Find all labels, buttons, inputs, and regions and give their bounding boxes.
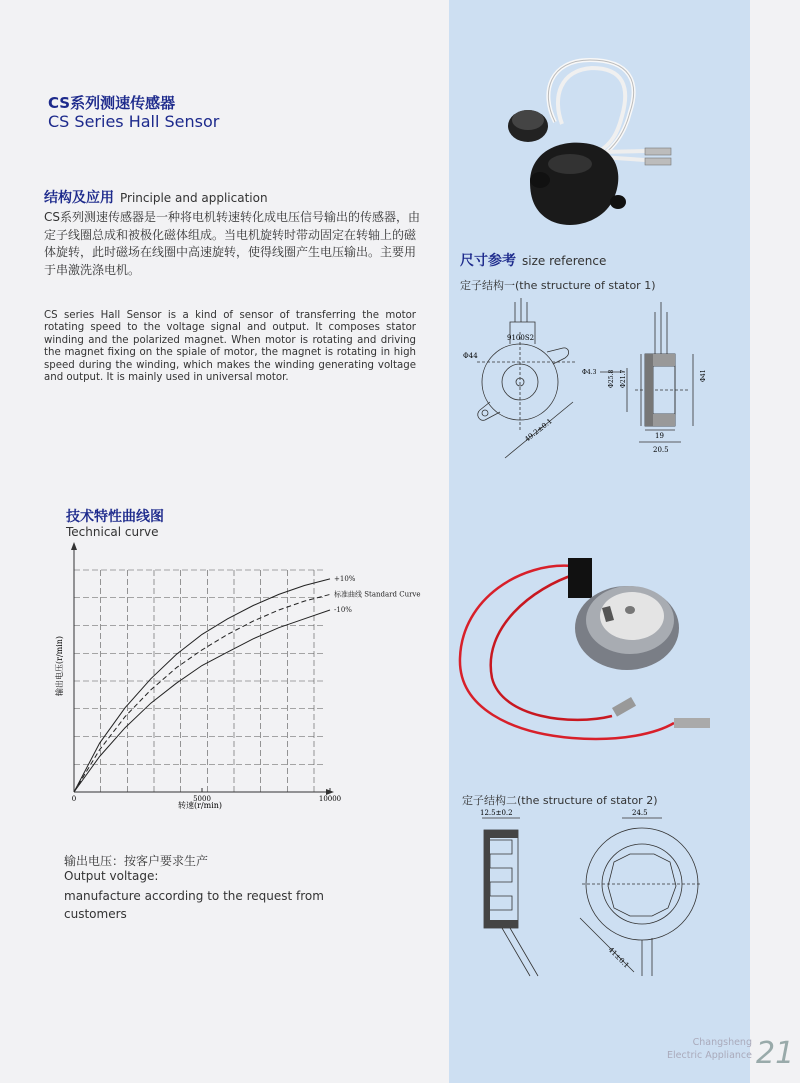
output-cn: 输出电压：按客户要求生产 xyxy=(64,854,209,868)
series-line-2 xyxy=(74,610,330,792)
stator2-label: 定子结构二(the structure of stator 2) xyxy=(462,794,658,807)
title-cn: CS系列测速传感器 xyxy=(48,94,176,112)
page-number: 21 xyxy=(756,1036,795,1071)
dim-w125: 12.5±0.2 xyxy=(480,809,513,817)
size-ref-heading xyxy=(460,250,606,270)
output-label-en: Output voltage: xyxy=(64,869,159,883)
stator1-product-photo xyxy=(500,52,690,237)
size-ref-heading-en: size reference xyxy=(522,254,607,268)
stator2-product-photo xyxy=(452,548,742,753)
dim-d44: Φ44 xyxy=(463,352,478,360)
footer-brand: Changsheng xyxy=(692,1037,752,1048)
principle-heading xyxy=(44,187,268,207)
dim-part: 9100S2 xyxy=(507,334,535,342)
output-body-en: manufacture according to the request from customers xyxy=(64,889,324,921)
technical-curve-chart xyxy=(50,540,430,820)
y-axis-label: 输出电压(r/min) xyxy=(55,635,64,697)
dim-w245: 24.5 xyxy=(632,809,648,817)
dim-d43: Φ4.3 xyxy=(582,369,597,376)
dim-d41: Φ41 xyxy=(700,369,707,382)
stator1-drawing xyxy=(455,292,720,462)
principle-heading-cn: 结构及应用 xyxy=(44,190,114,206)
dim-d217: Φ21.7 xyxy=(620,369,627,388)
dim-d41-2: 41±0.1 xyxy=(606,945,631,970)
footer-sub: Electric Appliance xyxy=(667,1050,752,1061)
dim-w19: 19 xyxy=(655,432,664,440)
x-axis-label: 转速(r/min) xyxy=(177,801,223,810)
principle-heading-en: Principle and application xyxy=(120,191,268,205)
series-label-0: +10% xyxy=(334,574,356,583)
x-tick-label: 0 xyxy=(71,795,77,803)
principle-body-cn: CS系列测速传感器是一种将电机转速转化成电压信号输出的传感器，由定子线圈总成和被极化磁体组成。当电机旋转时带动固定在转轴上的磁体旋转，此时磁场在线圈中高速旋转，使得线圈产生电压输出。主要用于串激洗涤电机。 xyxy=(44,210,420,277)
dim-d258: Φ25.8 xyxy=(608,369,615,388)
stator2-drawing xyxy=(462,806,712,986)
curve-heading-en: Technical curve xyxy=(66,525,159,539)
x-tick-label: 10000 xyxy=(318,795,342,803)
curve-heading-cn: 技术特性曲线图 xyxy=(66,509,164,525)
chart-grid xyxy=(74,570,324,792)
size-ref-heading-cn: 尺寸参考 xyxy=(460,253,516,269)
series-label-1: 标准曲线 Standard Curve xyxy=(334,590,421,599)
dim-l492: 49.2±0.1 xyxy=(523,417,554,444)
stator1-label: 定子结构一(the structure of stator 1) xyxy=(460,279,656,292)
series-line-1 xyxy=(74,594,330,792)
y-axis-arrow xyxy=(71,542,77,550)
dim-w205: 20.5 xyxy=(653,446,669,454)
series-line-0 xyxy=(74,579,330,792)
principle-body-en: CS series Hall Sensor is a kind of sensor of transferring the motor rotating speed to the voltage signal and output. It composes stator winding and the polarized magnet. When motor is rotating and driving the magnet fixing on the spiale of motor, the magnet is rotating in high speed during the winding, which makes the winding generating voltage and output. It is mainly used in universal motor. xyxy=(44,310,416,384)
x-tick-label: 5000 xyxy=(193,795,211,803)
title-en: CS Series Hall Sensor xyxy=(48,112,220,131)
chart-series xyxy=(74,579,330,792)
series-label-2: -10% xyxy=(334,605,352,614)
